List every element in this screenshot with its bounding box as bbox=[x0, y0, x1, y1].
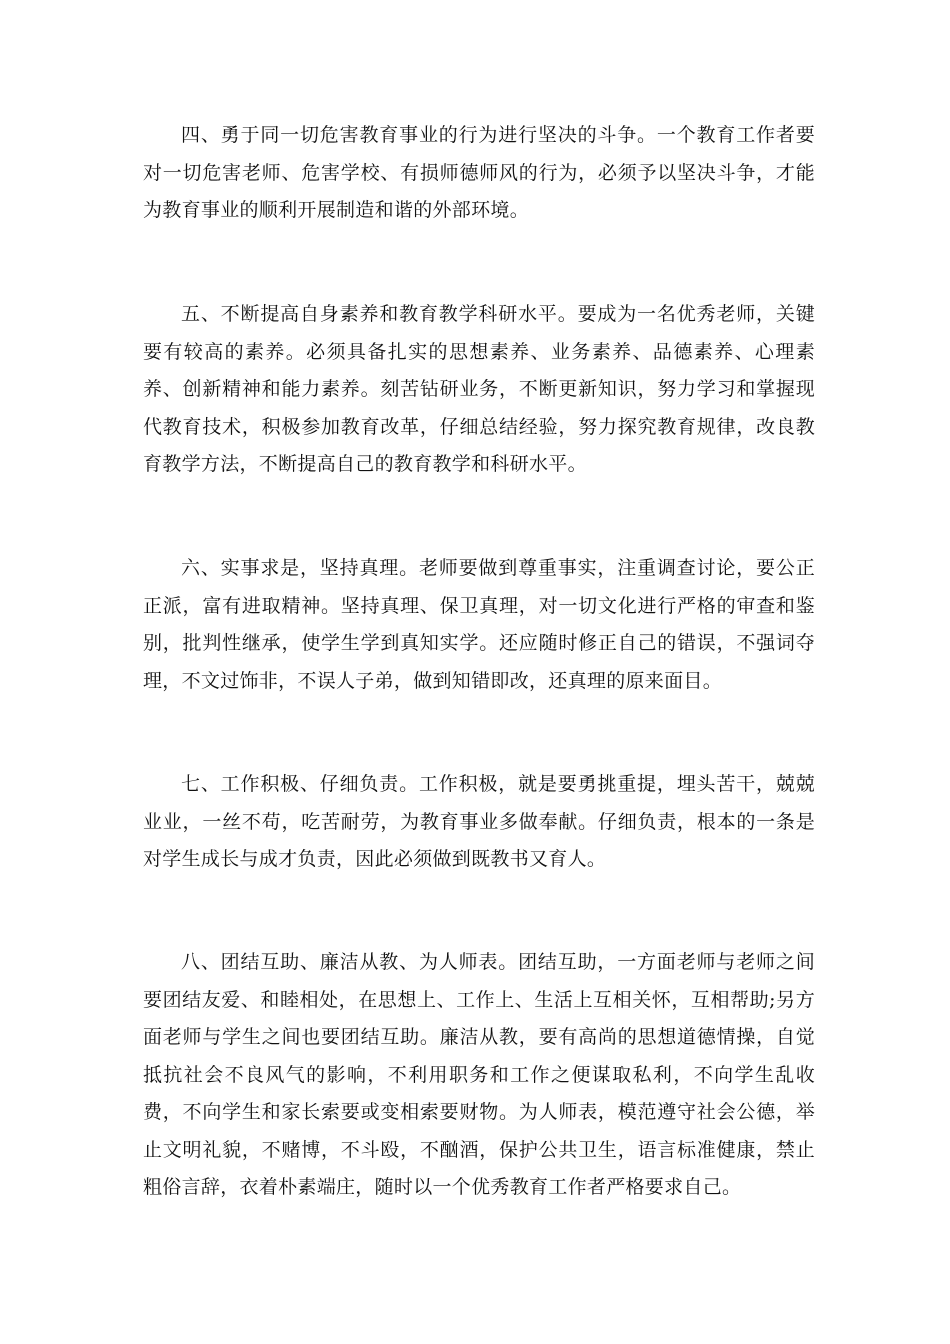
paragraph-four: 四、勇于同一切危害教育事业的行为进行坚决的斗争。一个教育工作者要对一切危害老师、危害学校、有损师德师风的行为，必须予以坚决斗争，才能为教育事业的顺利开展制造和谐的外部环境。 bbox=[143, 124, 815, 221]
paragraph-seven: 七、工作积极、仔细负责。工作积极，就是要勇挑重提，埋头苦干，兢兢业业，一丝不苟，吃苦耐劳，为教育事业多做奉献。仔细负责，根本的一条是对学生成长与成才负责，因此必须做到既教书又育人。 bbox=[143, 773, 815, 870]
paragraph-eight: 八、团结互助、廉洁从教、为人师表。团结互助，一方面老师与老师之间要团结友爱、和睦相处，在思想上、工作上、生活上互相关怀，互相帮助;另方面老师与学生之间也要团结互助。廉洁从教，要有高尚的思想道德情操，自觉抵抗社会不良风气的影响，不利用职务和工作之便谋取私利，不向学生乱收费，不向学生和家长索要或变相索要财物。为人师表，模范遵守社会公德，举止文明礼貌，不赌博，不斗殴，不酗酒，保护公共卫生，语言标准健康，禁止粗俗言辞，衣着朴素端庄，随时以一个优秀教育工作者严格要求自己。 bbox=[143, 951, 815, 1198]
paragraph-six: 六、实事求是，坚持真理。老师要做到尊重事实，注重调查讨论，要公正正派，富有进取精神。坚持真理、保卫真理，对一切文化进行严格的审查和鉴别，批判性继承，使学生学到真知实学。还应随时修正自己的错误，不强词夺理，不文过饰非，不误人子弟，做到知错即改，还真理的原来面目。 bbox=[143, 557, 815, 692]
paragraph-five: 五、不断提高自身素养和教育教学科研水平。要成为一名优秀老师，关键要有较高的素养。必须具备扎实的思想素养、业务素养、品德素养、心理素养、创新精神和能力素养。刻苦钻研业务，不断更新知识，努力学习和掌握现代教育技术，积极参加教育改革，仔细总结经验，努力探究教育规律，改良教育教学方法，不断提高自己的教育教学和科研水平。 bbox=[143, 303, 815, 475]
